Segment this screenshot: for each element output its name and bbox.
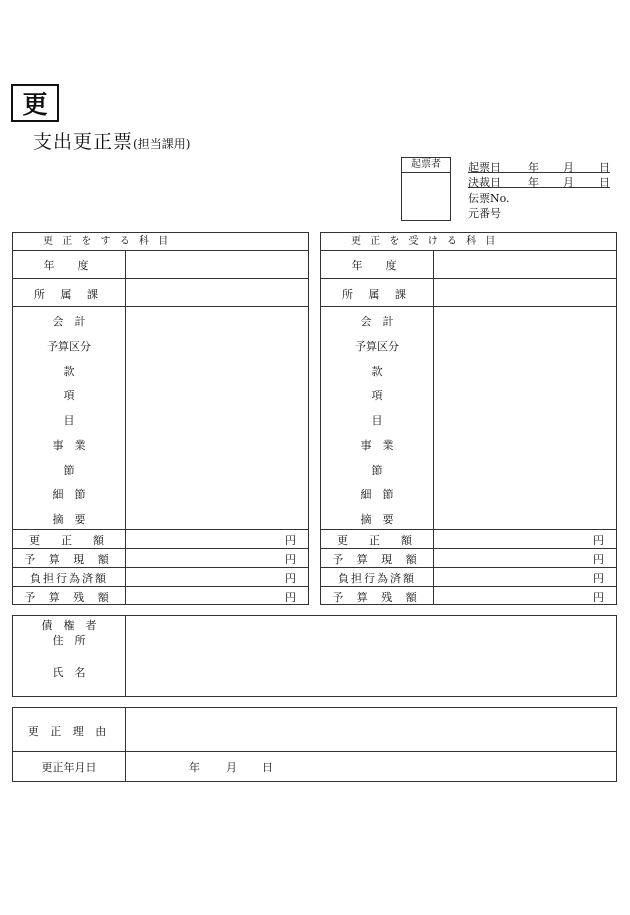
source-item-label: 会 計 (52, 315, 86, 328)
source-dept-label: 所 属 課 (34, 288, 104, 301)
target-budget-remaining-label: 予 算 残 額 (332, 591, 422, 604)
issue-date-label: 起票日 (468, 161, 501, 174)
source-item-label: 目 (63, 414, 75, 427)
source-item-label: 節 (63, 464, 75, 477)
correction-reason-box (12, 707, 617, 782)
source-money-row (13, 549, 308, 568)
source-correction-amount-label: 更 正 額 (29, 534, 109, 547)
target-table-header: 更 正 を 受 け る 科 目 (321, 233, 616, 251)
source-item-label: 細 節 (52, 488, 86, 501)
source-money-row (13, 530, 308, 549)
target-money-row (321, 587, 616, 604)
issue-date-row (468, 159, 610, 173)
creditor-box (12, 615, 617, 697)
target-dept-row (321, 279, 616, 307)
target-budget-current-label: 予 算 現 額 (332, 553, 422, 566)
source-item-label: 事 業 (52, 439, 86, 452)
target-money-row (321, 549, 616, 568)
approval-date-day: 日 (599, 176, 610, 189)
source-table-header: 更 正 を す る 科 目 (13, 233, 308, 251)
correction-date-label: 更正年月日 (41, 761, 97, 774)
target-money-row (321, 530, 616, 549)
yen-unit: 円 (285, 534, 296, 547)
source-money-row (13, 587, 308, 604)
source-item-label: 款 (63, 365, 75, 378)
form-type-badge: 更 (11, 84, 59, 122)
title-main: 支出更正票 (33, 131, 134, 153)
target-year-label: 年 度 (351, 259, 403, 272)
source-items-block (13, 307, 308, 530)
yen-unit: 円 (285, 591, 296, 604)
correction-date-month: 月 (226, 761, 237, 774)
target-item-label: 目 (371, 414, 383, 427)
source-item-label: 予算区分 (47, 340, 91, 353)
issuer-stamp-header: 起票者 (402, 158, 450, 173)
source-budget-remaining-label: 予 算 残 額 (24, 591, 114, 604)
target-dept-label: 所 属 課 (342, 288, 412, 301)
approval-date-month: 月 (563, 176, 574, 189)
source-budget-current-label: 予 算 現 額 (24, 553, 114, 566)
yen-unit: 円 (593, 553, 604, 566)
source-item-label: 摘 要 (52, 513, 86, 526)
date-info-block (468, 159, 610, 223)
target-items-block (321, 307, 616, 530)
page-title (33, 127, 190, 154)
yen-unit: 円 (285, 572, 296, 585)
target-item-label: 項 (371, 389, 383, 402)
voucher-number-label: 伝票No. (468, 192, 510, 205)
target-year-row (321, 250, 616, 279)
yen-unit: 円 (593, 591, 604, 604)
approval-date-row (468, 174, 610, 188)
yen-unit: 円 (285, 553, 296, 566)
target-committed-label: 負担行為済額 (338, 572, 416, 585)
correction-date-year: 年 (189, 761, 200, 774)
source-committed-label: 負担行為済額 (30, 572, 108, 585)
target-account-table (320, 232, 617, 605)
target-item-label: 予算区分 (355, 340, 399, 353)
source-year-label: 年 度 (43, 259, 95, 272)
correction-date-day: 日 (262, 761, 273, 774)
title-sub: (担当課用) (133, 137, 191, 151)
target-item-label: 節 (371, 464, 383, 477)
target-item-label: 細 節 (360, 488, 394, 501)
issuer-stamp-box (401, 157, 451, 221)
correction-reason-label: 更 正 理 由 (27, 725, 111, 738)
target-item-label: 事 業 (360, 439, 394, 452)
original-number-label: 元番号 (468, 207, 501, 220)
target-item-label: 会 計 (360, 315, 394, 328)
yen-unit: 円 (593, 534, 604, 547)
source-account-table (12, 232, 309, 605)
yen-unit: 円 (593, 572, 604, 585)
issue-date-year: 年 (528, 161, 539, 174)
source-year-row (13, 250, 308, 279)
issue-date-day: 日 (599, 161, 610, 174)
issue-date-month: 月 (563, 161, 574, 174)
source-dept-row (13, 279, 308, 307)
creditor-address-label: 住 所 (52, 634, 86, 647)
approval-date-year: 年 (528, 176, 539, 189)
source-item-label: 項 (63, 389, 75, 402)
source-money-row (13, 568, 308, 587)
creditor-name-label: 氏 名 (52, 666, 86, 679)
target-item-label: 摘 要 (360, 513, 394, 526)
target-correction-amount-label: 更 正 額 (337, 534, 417, 547)
creditor-title: 債 権 者 (41, 619, 97, 632)
target-item-label: 款 (371, 365, 383, 378)
target-money-row (321, 568, 616, 587)
approval-date-label: 決裁日 (468, 176, 501, 189)
